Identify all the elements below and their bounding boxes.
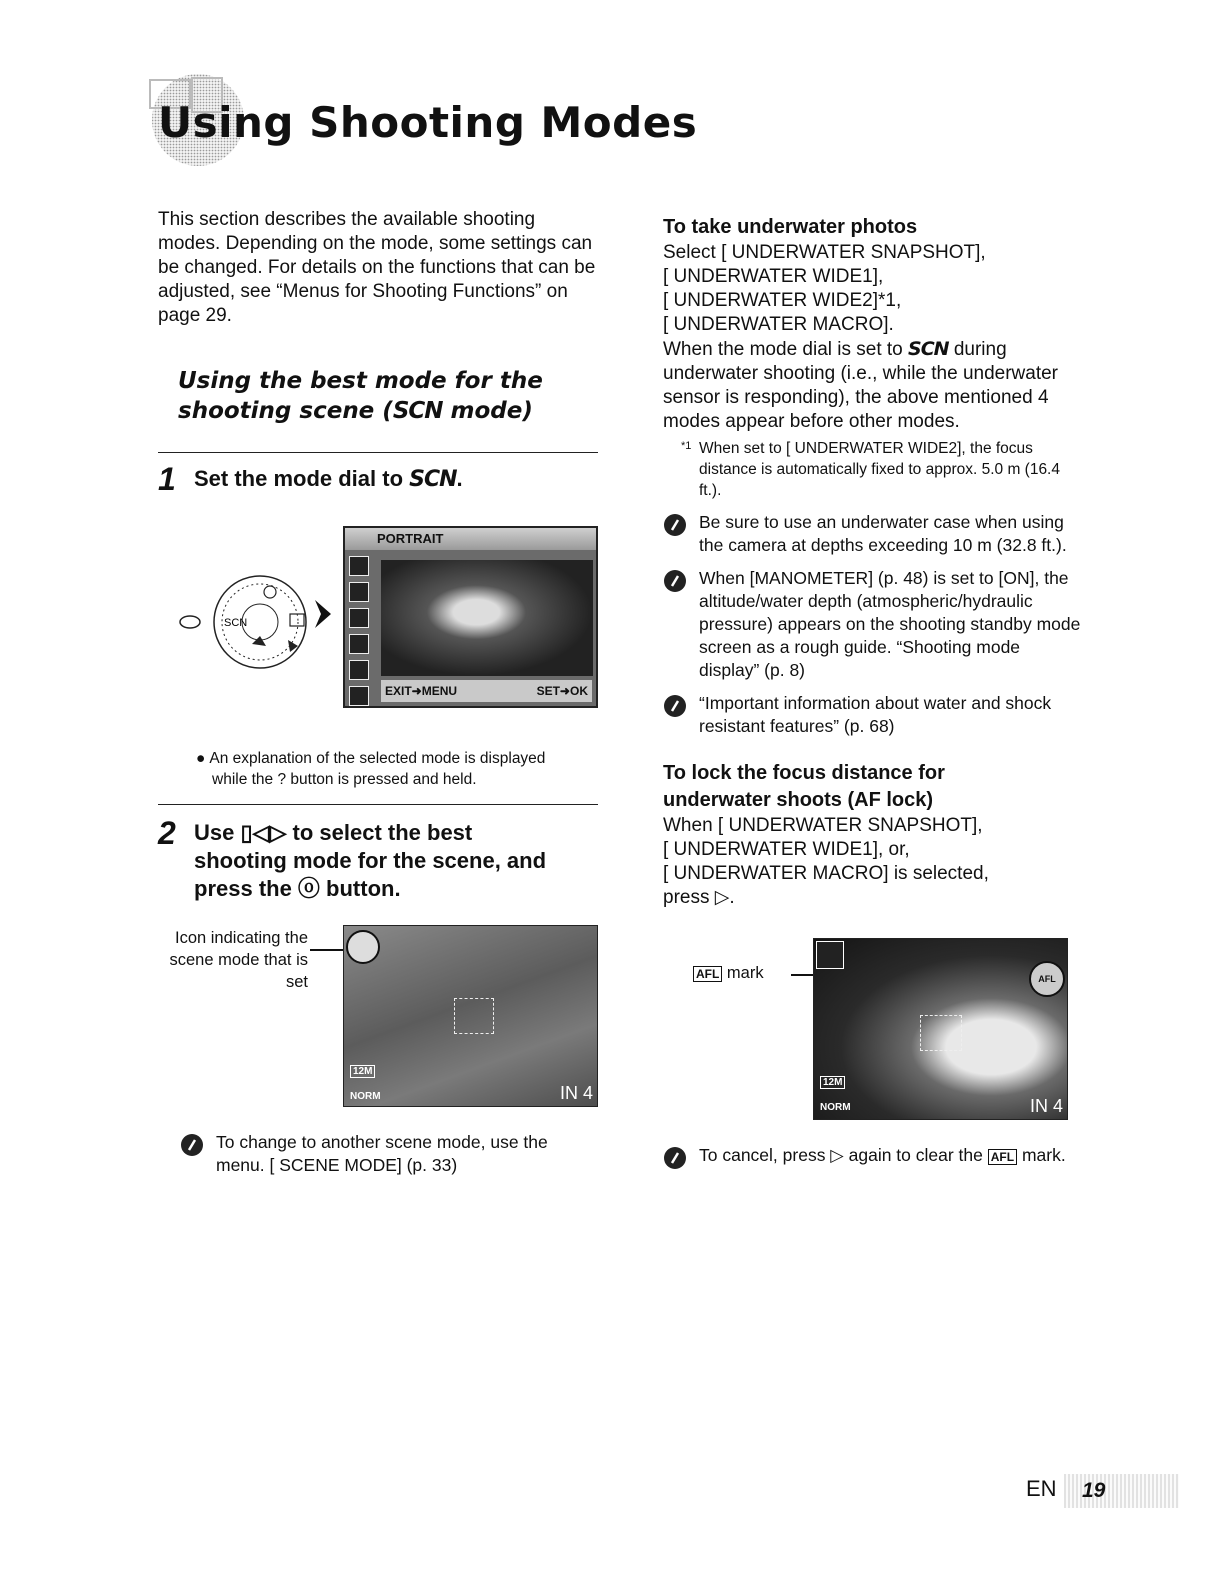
scene-mode-figure	[158, 917, 598, 1117]
divider	[158, 452, 598, 453]
note-text: Be sure to use an underwater case when using the camera at depths exceeding 10 m (32.8 ft.).	[699, 512, 1067, 555]
section-heading-line2-text: shooting scene (	[178, 398, 393, 424]
candle-scene-icon	[349, 686, 369, 706]
note-icon	[663, 513, 687, 537]
sport-scene-icon	[349, 634, 369, 654]
divider	[158, 804, 598, 805]
bullet-line-1: An explanation of the selected mode is displayed	[209, 750, 546, 767]
af-lock-line-1: When [ UNDERWATER SNAPSHOT],	[663, 815, 983, 836]
af-lock-line-4: press ▷.	[663, 887, 735, 908]
intro-paragraph: This section describes the available shooting modes. Depending on the mode, some settings can be changed. For details on the functions that can be adjusted, see “Menus for Shooting Functions” on page 29.	[158, 209, 596, 326]
footnote-mark: *1	[681, 440, 692, 452]
bullet-explanation	[196, 748, 598, 790]
page-number: 19	[1064, 1474, 1179, 1508]
underwater-body-post: during underwater shooting (i.e., while the underwater sensor is responding), the above mentioned 4 modes appear before other modes.	[663, 339, 1059, 432]
underwater-mode-list	[663, 241, 1083, 337]
note-scene-menu	[180, 1131, 598, 1177]
af-lock-heading	[663, 760, 1083, 814]
mode-dial-figure	[158, 510, 598, 730]
step-1	[158, 461, 598, 497]
cancel-note-post: mark.	[1017, 1145, 1066, 1165]
note-text: When [MANOMETER] (p. 48) is set to [ON], the altitude/water depth (atmospheric/hydraulic pressure) appears on the shooting standby mode screen as a rough guide. “Shooting mode display” (p. 8)	[699, 568, 1081, 680]
bullet-icon: ●	[196, 750, 206, 767]
scene-icon-list	[349, 556, 373, 712]
page-number-block	[1024, 1474, 1179, 1508]
callout-line	[310, 949, 346, 951]
scene-mode-indicator-icon	[346, 930, 380, 964]
underwater-body	[663, 337, 1083, 434]
note-text: “Important information about water and shock resistant features” (p. 68)	[699, 693, 1052, 736]
portrait-preview-photo	[381, 560, 593, 676]
image-size-badge: 12M	[820, 1076, 845, 1089]
right-column	[663, 214, 1083, 1167]
note-manometer	[663, 567, 1083, 682]
step-1-scn: SCN	[409, 467, 457, 492]
af-lock-line-2: [ UNDERWATER WIDE1], or,	[663, 839, 910, 860]
step-2-line-1: Use ▯◁▷ to select the best	[194, 820, 473, 845]
screen-header: PORTRAIT	[345, 528, 596, 550]
note-icon	[663, 569, 687, 593]
camera-screen-underwater	[813, 938, 1068, 1120]
underwater-snapshot-line: Select [ UNDERWATER SNAPSHOT],	[663, 242, 986, 263]
step-1-title	[194, 465, 598, 494]
underwater-macro-line: [ UNDERWATER MACRO].	[663, 314, 894, 335]
dial-scn-label: SCN	[224, 617, 248, 629]
footnote-text: When set to [ UNDERWATER WIDE2], the focus distance is automatically fixed to approx. 5.0 m (16.4 ft.).	[699, 440, 1060, 499]
af-lock-heading-line-1: To lock the focus distance for	[663, 762, 945, 784]
section-heading-line1: Using the best mode for the	[178, 368, 543, 394]
step-2-line-3: press the ⓞ button.	[194, 876, 401, 901]
afl-indicator: AFL	[1029, 961, 1065, 997]
af-lock-heading-line-2: underwater shoots (AF lock)	[663, 789, 934, 811]
scn-mode-label: SCN	[392, 398, 443, 424]
shots-remaining: IN 4	[559, 1083, 593, 1103]
set-ok-label: SET➜OK	[536, 684, 588, 698]
exit-menu-label: EXIT➜MENU	[385, 684, 458, 698]
underwater-heading: To take underwater photos	[663, 216, 918, 238]
screen-footer	[381, 680, 592, 702]
afl-mark-box: AFL	[693, 966, 722, 982]
camera-screen-portrait	[343, 526, 598, 708]
afl-mark-text: mark	[722, 964, 764, 982]
bullet-line-2: while the ? button is pressed and held.	[212, 771, 477, 788]
af-lock-body	[663, 814, 1083, 910]
mode-dial-icon	[178, 570, 318, 680]
note-cancel-af-lock	[663, 1144, 1083, 1167]
arrow-right-icon	[313, 596, 333, 632]
indoor-scene-icon	[349, 660, 369, 680]
step-1-text: Set the mode dial to	[194, 466, 410, 491]
section-heading	[158, 366, 598, 438]
shots-remaining: IN 4	[1029, 1096, 1063, 1116]
step-2-title	[194, 819, 598, 903]
step-number: 2	[158, 815, 176, 851]
step-2-line-2: shooting mode for the scene, and	[194, 848, 547, 873]
af-target-frame	[920, 1015, 962, 1051]
footnote	[681, 438, 1083, 501]
note-icon	[180, 1133, 204, 1157]
underwater-body-scn: SCN	[908, 338, 949, 360]
step-1-dot: .	[456, 466, 463, 491]
section-heading-line2	[178, 396, 598, 426]
underwater-body-pre: When the mode dial is set to	[663, 339, 909, 360]
section-heading-line2-end: mode)	[442, 398, 533, 424]
note-text: To change to another scene mode, use the menu. [ SCENE MODE] (p. 33)	[216, 1132, 548, 1175]
underwater-snapshot-icon	[816, 941, 844, 969]
cancel-note-pre: To cancel, press ▷ again to clear the	[699, 1145, 988, 1165]
left-column	[158, 208, 598, 1177]
step-number: 1	[158, 461, 176, 497]
image-size-badge: 12M	[350, 1065, 375, 1078]
compression-label: NORM	[350, 1091, 381, 1102]
camera-screen-scene	[343, 925, 598, 1107]
portrait-scene-icon	[349, 556, 369, 576]
compression-label: NORM	[820, 1102, 851, 1113]
language-label: EN	[1026, 1476, 1057, 1501]
af-lock-line-3: [ UNDERWATER MACRO] is selected,	[663, 863, 989, 884]
af-lock-figure	[663, 928, 1083, 1124]
note-important-info	[663, 692, 1083, 738]
page-title: Using Shooting Modes	[158, 98, 698, 147]
af-target-frame	[454, 998, 494, 1034]
scene-mode-icon-caption: Icon indicating the scene mode that is set	[169, 929, 308, 991]
cancel-afl-box: AFL	[988, 1149, 1017, 1165]
afl-mark-caption	[693, 964, 764, 983]
underwater-wide1-line: [ UNDERWATER WIDE1],	[663, 266, 884, 287]
underwater-wide2-line: [ UNDERWATER WIDE2]*1,	[663, 290, 902, 311]
landscape-scene-icon	[349, 582, 369, 602]
night-scene-icon	[349, 608, 369, 628]
page-title-block	[130, 60, 830, 170]
note-underwater-case	[663, 511, 1083, 557]
step-2	[158, 815, 598, 903]
note-icon	[663, 694, 687, 718]
note-icon	[663, 1146, 687, 1170]
